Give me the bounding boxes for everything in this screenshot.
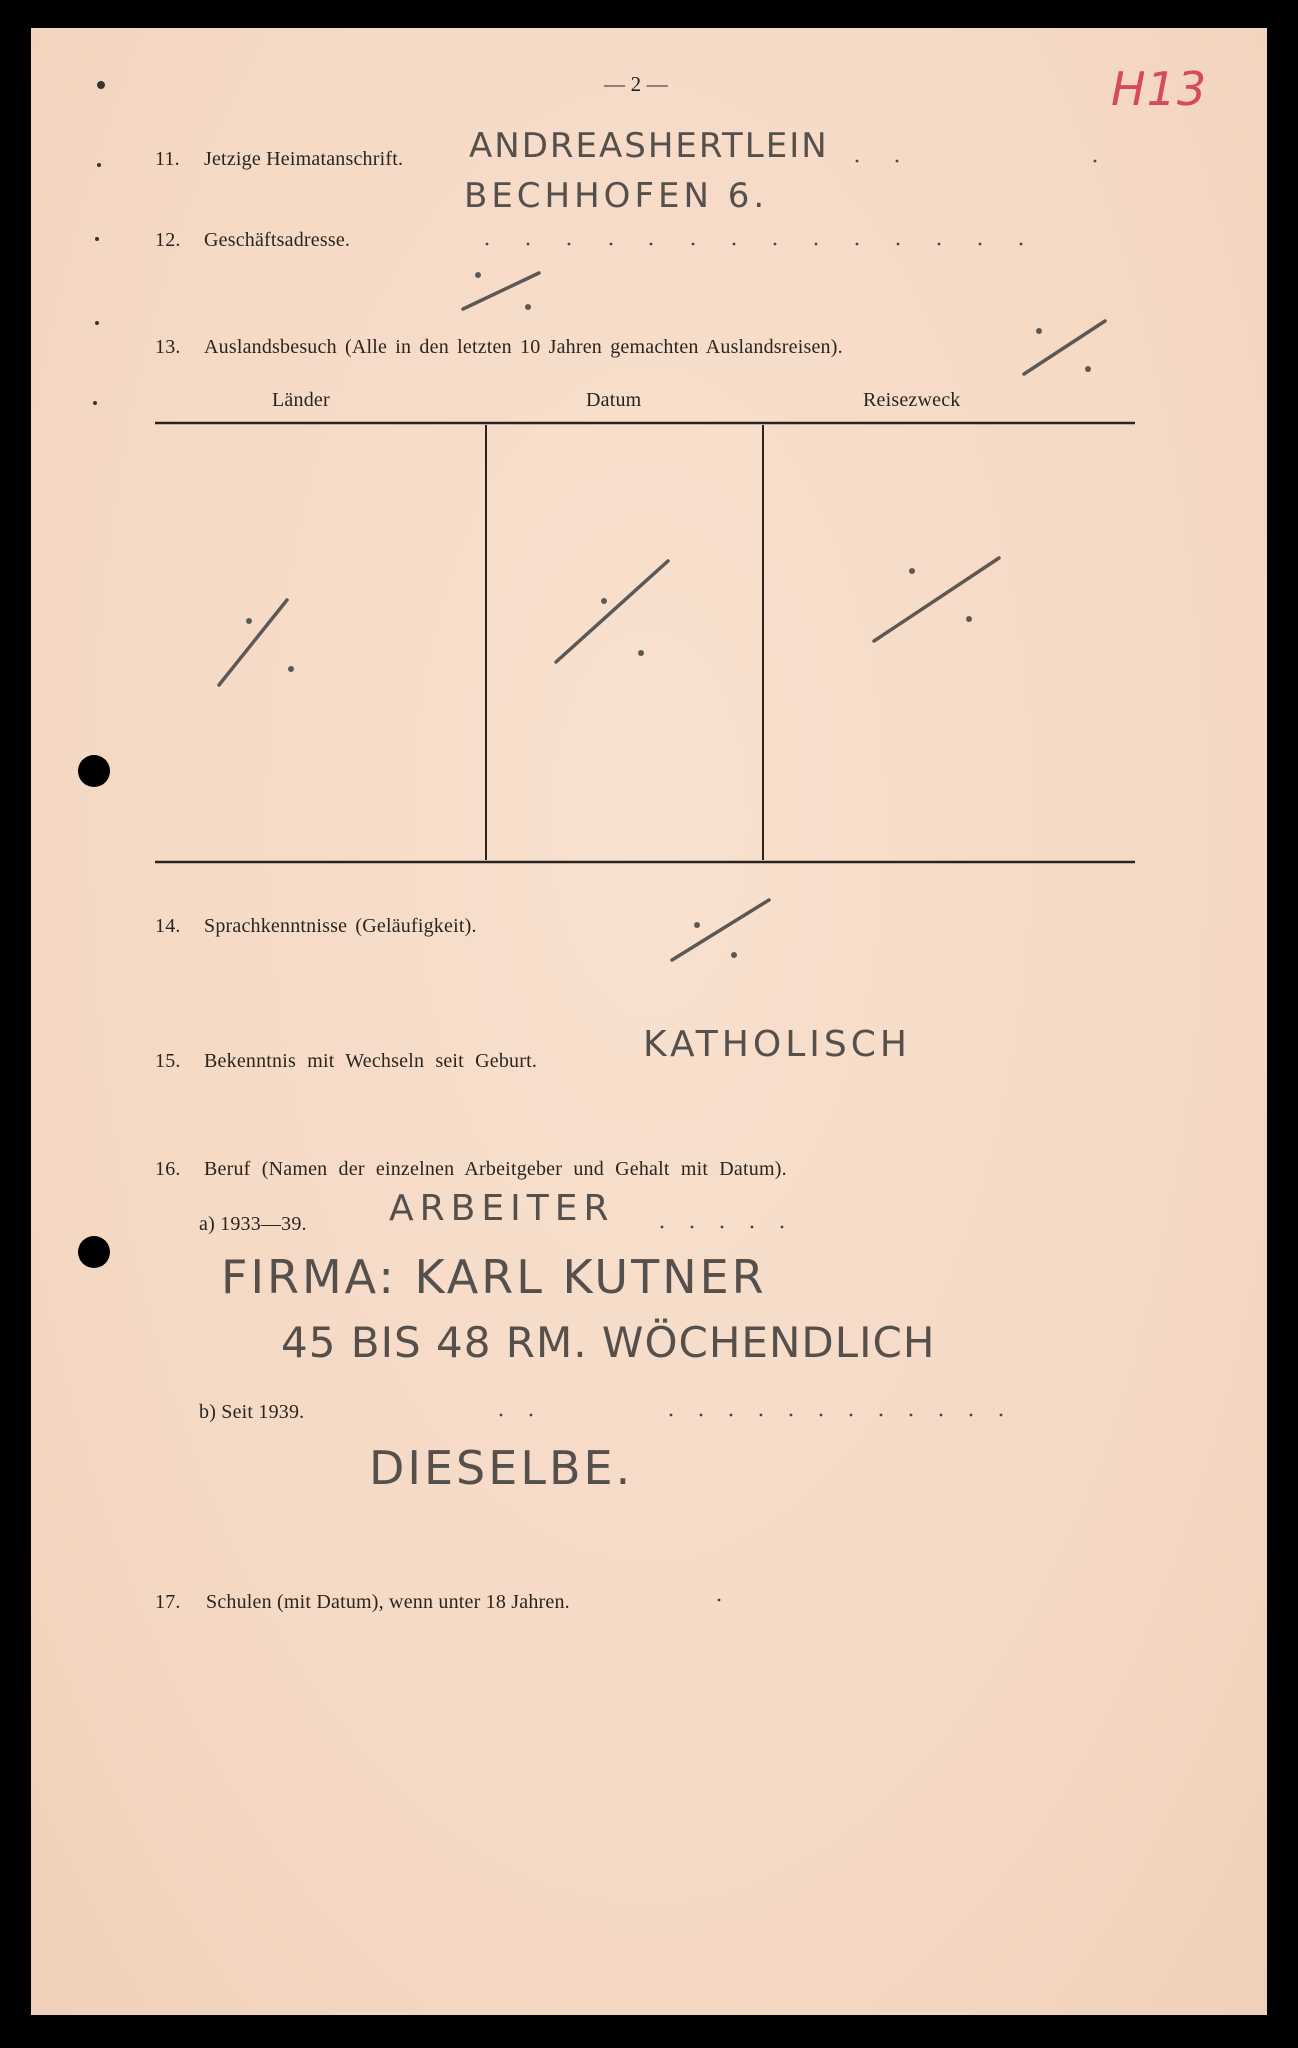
q16a-salary: 45 BIS 48 RM. WÖCHENDLICH xyxy=(281,1318,936,1367)
q16a-label: a) 1933—39. xyxy=(199,1213,307,1235)
q16b-label: b) Seit 1939. xyxy=(199,1401,305,1423)
q15-label: Bekenntnis mit Wechseln seit Geburt. xyxy=(204,1050,538,1072)
q13-label: Auslandsbesuch (Alle in den letzten 10 Jahren gemachten Auslandsreisen). xyxy=(204,336,843,358)
q11-number: 11. xyxy=(155,148,180,170)
dotted-leaders xyxy=(486,160,1097,1602)
q14-number: 14. xyxy=(155,915,181,937)
page-number: — 2 — xyxy=(604,72,668,96)
q11-answer-line1: ANDREASHERTLEIN xyxy=(469,126,829,166)
q16a-answer: ARBEITER xyxy=(389,1188,615,1229)
table-header-datum: Datum xyxy=(586,389,642,411)
q15-answer: KATHOLISCH xyxy=(643,1024,911,1065)
q13-number: 13. xyxy=(155,336,181,358)
q15-number: 15. xyxy=(155,1050,181,1072)
lines-and-marks xyxy=(31,28,1267,2015)
q14-label: Sprachkenntnisse (Geläufigkeit). xyxy=(204,915,477,937)
q16-label: Beruf (Namen der einzelnen Arbeitgeber und Gehalt mit Datum). xyxy=(204,1158,787,1180)
archive-mark: H13 xyxy=(1111,62,1208,116)
q16a-employer: FIRMA: KARL KUTNER xyxy=(221,1250,767,1304)
table-rules xyxy=(155,423,1135,862)
q16-number: 16. xyxy=(155,1158,181,1180)
q12-label: Geschäftsadresse. xyxy=(204,229,351,251)
q12-number: 12. xyxy=(155,229,181,251)
q17-number: 17. xyxy=(155,1591,181,1613)
document-page xyxy=(31,28,1267,2015)
table-header-reisezweck: Reisezweck xyxy=(863,389,961,411)
strike-marks xyxy=(219,272,1105,960)
table-header-laender: Länder xyxy=(272,389,330,411)
q16b-answer: DIESELBE. xyxy=(369,1441,634,1495)
q11-label: Jetzige Heimatanschrift. xyxy=(204,148,404,170)
q17-label: Schulen (mit Datum), wenn unter 18 Jahren. xyxy=(206,1591,570,1613)
q11-answer-line2: BECHHOFEN 6. xyxy=(464,176,769,216)
